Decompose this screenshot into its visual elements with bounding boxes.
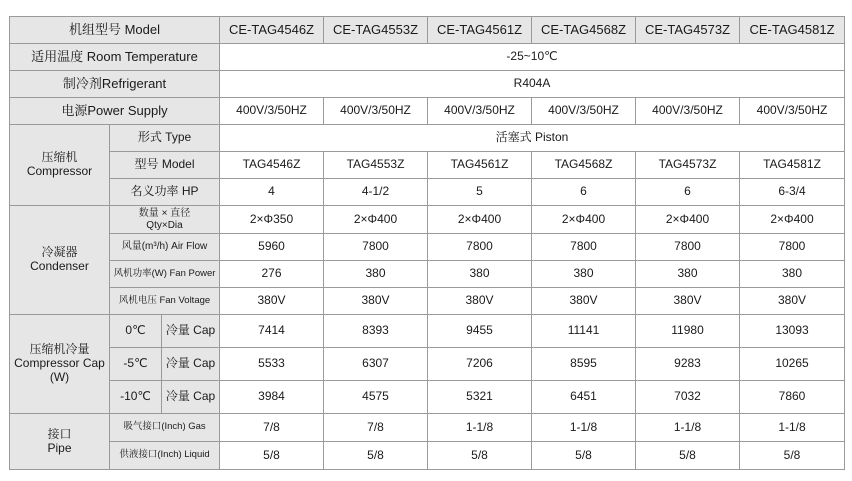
pipe-gas-row <box>10 414 845 442</box>
capacity-cell: 11141 <box>532 315 636 348</box>
condenser-qty-label <box>110 206 220 234</box>
pipe-liquid-cell: 5/8 <box>740 442 845 470</box>
condenser-fan-power-label: 风机功率(W) Fan Power <box>110 261 220 288</box>
condenser-fan-power-cell: 380 <box>636 261 740 288</box>
capacity-row <box>10 315 845 348</box>
capacity-group-label <box>10 315 110 414</box>
compressor-hp-cell: 6-3/4 <box>740 179 845 206</box>
pipe-gas-cell: 7/8 <box>220 414 324 442</box>
capacity-cell: 11980 <box>636 315 740 348</box>
condenser-qty-cell: 2×Φ400 <box>636 206 740 234</box>
model-col-3: CE-TAG4561Z <box>428 17 532 44</box>
capacity-cell: 7032 <box>636 381 740 414</box>
compressor-model-label: 型号 Model <box>110 152 220 179</box>
spec-table <box>9 16 845 470</box>
room-temperature-value: -25~10℃ <box>220 44 845 71</box>
compressor-group-label <box>10 125 110 206</box>
compressor-hp-cell: 6 <box>532 179 636 206</box>
condenser-qty-cell: 2×Φ350 <box>220 206 324 234</box>
capacity-group-en: Compressor Cap <box>14 356 105 371</box>
model-col-4: CE-TAG4568Z <box>532 17 636 44</box>
pipe-gas-cell: 1-1/8 <box>428 414 532 442</box>
compressor-model-cell: TAG4553Z <box>324 152 428 179</box>
condenser-fan-voltage-label: 风机电压 Fan Voltage <box>110 288 220 315</box>
compressor-model-row <box>10 152 845 179</box>
capacity-cell: 13093 <box>740 315 845 348</box>
condenser-qty-cell: 2×Φ400 <box>324 206 428 234</box>
capacity-cell: 6307 <box>324 348 428 381</box>
condenser-fan-voltage-cell: 380V <box>428 288 532 315</box>
model-col-5: CE-TAG4573Z <box>636 17 740 44</box>
capacity-cell: 6451 <box>532 381 636 414</box>
power-supply-cell: 400V/3/50HZ <box>740 98 845 125</box>
condenser-qty-cell: 2×Φ400 <box>532 206 636 234</box>
model-col-2: CE-TAG4553Z <box>324 17 428 44</box>
room-temperature-row <box>10 44 845 71</box>
pipe-group-label <box>10 414 110 470</box>
pipe-liquid-label: 供液接口(Inch) Liquid <box>110 442 220 470</box>
condenser-qty-row <box>10 206 845 234</box>
compressor-hp-row <box>10 179 845 206</box>
condenser-fan-power-cell: 276 <box>220 261 324 288</box>
condenser-airflow-cell: 7800 <box>636 234 740 261</box>
pipe-gas-cell: 1-1/8 <box>532 414 636 442</box>
compressor-model-cell: TAG4568Z <box>532 152 636 179</box>
pipe-gas-cell: 1-1/8 <box>740 414 845 442</box>
capacity-cell: 7860 <box>740 381 845 414</box>
condenser-fan-voltage-cell: 380V <box>636 288 740 315</box>
condenser-fan-voltage-cell: 380V <box>324 288 428 315</box>
condenser-airflow-cell: 7800 <box>532 234 636 261</box>
pipe-group-en: Pipe <box>47 440 72 455</box>
capacity-cell: 10265 <box>740 348 845 381</box>
power-supply-cell: 400V/3/50HZ <box>636 98 740 125</box>
compressor-hp-cell: 4 <box>220 179 324 206</box>
compressor-hp-cell: 6 <box>636 179 740 206</box>
compressor-model-cell: TAG4561Z <box>428 152 532 179</box>
capacity-temp: 0℃ <box>110 315 162 348</box>
pipe-liquid-cell: 5/8 <box>220 442 324 470</box>
compressor-hp-cell: 4-1/2 <box>324 179 428 206</box>
capacity-cell: 9283 <box>636 348 740 381</box>
room-temperature-label: 适用温度 Room Temperature <box>10 44 220 71</box>
compressor-type-value: 活塞式 Piston <box>220 125 845 152</box>
capacity-cell: 7414 <box>220 315 324 348</box>
refrigerant-label: 制冷剂Refrigerant <box>10 71 220 98</box>
pipe-gas-label: 吸气接口(Inch) Gas <box>110 414 220 442</box>
power-supply-cell: 400V/3/50HZ <box>532 98 636 125</box>
capacity-cell: 5321 <box>428 381 532 414</box>
capacity-row <box>10 348 845 381</box>
model-col-1: CE-TAG4546Z <box>220 17 324 44</box>
condenser-group-cn: 冷凝器 <box>41 245 78 260</box>
capacity-cap-label: 冷量 Cap <box>162 348 220 381</box>
capacity-cell: 3984 <box>220 381 324 414</box>
compressor-type-label: 形式 Type <box>110 125 220 152</box>
pipe-liquid-cell: 5/8 <box>324 442 428 470</box>
model-col-6: CE-TAG4581Z <box>740 17 845 44</box>
pipe-gas-cell: 1-1/8 <box>636 414 740 442</box>
capacity-cell: 8595 <box>532 348 636 381</box>
condenser-fan-voltage-cell: 380V <box>532 288 636 315</box>
pipe-liquid-cell: 5/8 <box>532 442 636 470</box>
power-supply-row <box>10 98 845 125</box>
capacity-cell: 9455 <box>428 315 532 348</box>
condenser-fan-voltage-cell: 380V <box>220 288 324 315</box>
capacity-cell: 5533 <box>220 348 324 381</box>
compressor-hp-label: 名义功率 HP <box>110 179 220 206</box>
condenser-qty-cell: 2×Φ400 <box>428 206 532 234</box>
power-supply-cell: 400V/3/50HZ <box>324 98 428 125</box>
condenser-group-label <box>10 206 110 315</box>
pipe-liquid-cell: 5/8 <box>636 442 740 470</box>
condenser-qty-label-en: Qty×Dia <box>146 219 183 231</box>
condenser-qty-cell: 2×Φ400 <box>740 206 845 234</box>
compressor-type-row <box>10 125 845 152</box>
condenser-fan-power-cell: 380 <box>324 261 428 288</box>
condenser-group-en: Condenser <box>30 259 89 273</box>
compressor-model-cell: TAG4573Z <box>636 152 740 179</box>
power-supply-label: 电源Power Supply <box>10 98 220 125</box>
pipe-group-cn: 接口 <box>47 426 72 441</box>
condenser-qty-label-cn: 数量 × 直径 <box>138 208 191 219</box>
power-supply-cell: 400V/3/50HZ <box>428 98 532 125</box>
capacity-group-cn: 压缩机冷量 <box>29 342 90 357</box>
capacity-cap-label: 冷量 Cap <box>162 315 220 348</box>
pipe-gas-cell: 7/8 <box>324 414 428 442</box>
refrigerant-row <box>10 71 845 98</box>
model-header-label: 机组型号 Model <box>10 17 220 44</box>
condenser-airflow-cell: 7800 <box>428 234 532 261</box>
refrigerant-value: R404A <box>220 71 845 98</box>
condenser-airflow-row <box>10 234 845 261</box>
condenser-fan-voltage-row <box>10 288 845 315</box>
capacity-row <box>10 381 845 414</box>
pipe-liquid-cell: 5/8 <box>428 442 532 470</box>
condenser-fan-power-cell: 380 <box>740 261 845 288</box>
header-row <box>10 17 845 44</box>
condenser-airflow-cell: 7800 <box>740 234 845 261</box>
condenser-airflow-label: 风量(m³/h) Air Flow <box>110 234 220 261</box>
compressor-group-en: Compressor <box>26 164 93 178</box>
condenser-fan-power-cell: 380 <box>532 261 636 288</box>
capacity-cell: 4575 <box>324 381 428 414</box>
condenser-airflow-cell: 5960 <box>220 234 324 261</box>
power-supply-cell: 400V/3/50HZ <box>220 98 324 125</box>
condenser-fan-voltage-cell: 380V <box>740 288 845 315</box>
compressor-group-cn: 压缩机 <box>41 150 78 165</box>
capacity-cell: 7206 <box>428 348 532 381</box>
condenser-airflow-cell: 7800 <box>324 234 428 261</box>
capacity-cell: 8393 <box>324 315 428 348</box>
compressor-hp-cell: 5 <box>428 179 532 206</box>
capacity-cap-label: 冷量 Cap <box>162 381 220 414</box>
compressor-model-cell: TAG4546Z <box>220 152 324 179</box>
capacity-group-unit: (W) <box>49 369 70 384</box>
capacity-temp: -10℃ <box>110 381 162 414</box>
compressor-model-cell: TAG4581Z <box>740 152 845 179</box>
capacity-temp: -5℃ <box>110 348 162 381</box>
condenser-fan-power-row <box>10 261 845 288</box>
condenser-fan-power-cell: 380 <box>428 261 532 288</box>
pipe-liquid-row <box>10 442 845 470</box>
